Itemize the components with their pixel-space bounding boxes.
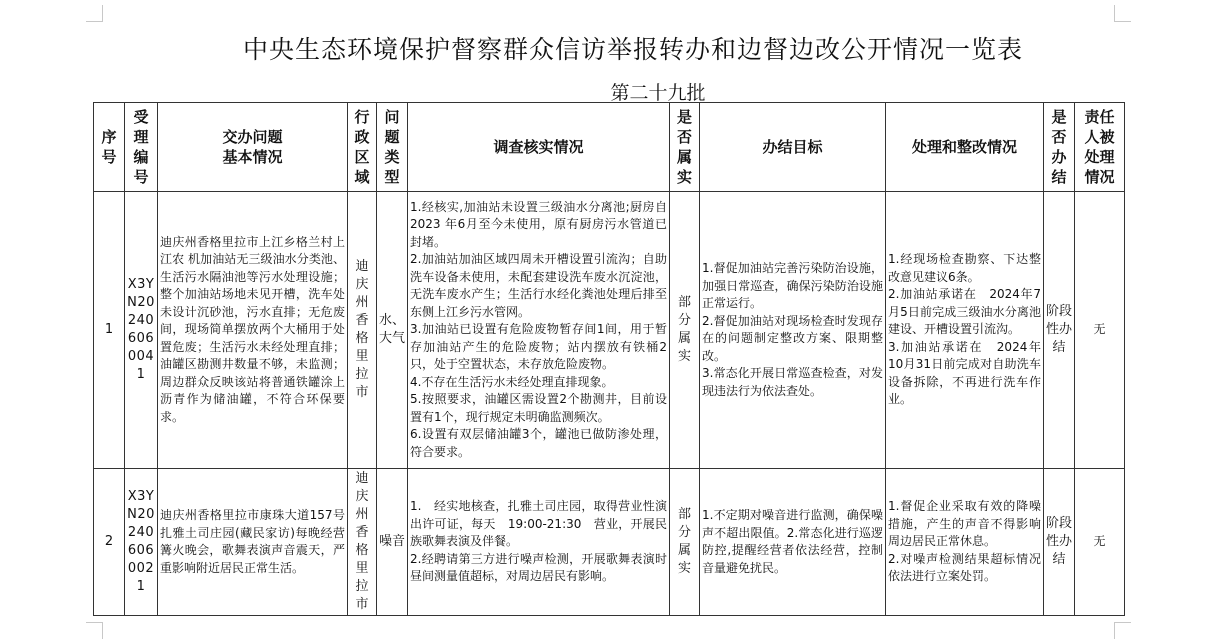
goal-item: 2.督促加油站对现场检查时发现存在的问题制定整改方案、限期整改。 <box>702 313 884 363</box>
page-corner-mark <box>1114 622 1131 639</box>
cell-case-id: X3YN202406060021 <box>125 469 158 616</box>
handling-item: 1.督促企业采取有效的降噪措施，产生的声音不得影响周边居民正常休息。 <box>888 499 1042 549</box>
cell-issue: 迪庆州香格里拉市上江乡格兰村上江农 机加油站无三级油水分类池、生活污水隔油池等污水处理设施；整个加油站场地未见开槽，洗车处未设计沉砂池，污水直排；无危废间，现场简单摆放两个大桶用于处置危废；生活污水未经处理直排；油罐区勘测井数量不够，未监测；周边群众反映该站将普通铁罐涂上沥青作为储油罐，不符合环保要求。 <box>158 192 348 469</box>
page-corner-mark <box>86 622 103 639</box>
investigation-item: 4.不存在生活污水未经处理直排现象。 <box>410 374 614 389</box>
table-header-row <box>94 103 1125 192</box>
handling-item: 3.加油站承诺在 2024年10月31日前完成对自助洗车设备拆除，不再进行洗车作业。 <box>888 339 1042 407</box>
table-row <box>94 192 1125 469</box>
header-accountability: 责任人被处理情况 <box>1075 103 1125 192</box>
handling-item: 2.加油站承诺在 2024年7月5日前完成三级油水分离池建设、开槽设置引流沟。 <box>888 287 1042 337</box>
header-investigation: 调查核实情况 <box>408 103 670 192</box>
cell-accountability: 无 <box>1075 192 1125 469</box>
investigation-item: 1.经核实,加油站未设置三级油水分离池;厨房自 2023 年6月至今未使用，原有厨房污水管道已封堵。 <box>410 199 668 249</box>
cell-investigation <box>408 192 670 469</box>
cell-goal <box>700 192 886 469</box>
investigation-item: 2.加油站加油区域四周未开槽设置引流沟；自助洗车设备未使用，未配套建设洗车废水沉淀池，无洗车废水产生；生活行水经化粪池处理后排至东侧上江乡污水管网。 <box>410 252 668 319</box>
header-case-id: 受理编号 <box>125 103 158 192</box>
cell-issue: 迪庆州香格里拉市康珠大道157号扎雅土司庄园(藏民家访)每晚经营篝火晚会，歌舞表演声音震天，严重影响附近居民正常生活。 <box>158 469 348 616</box>
cell-accountability: 无 <box>1075 469 1125 616</box>
investigation-item: 6.设置有双层储油罐3个，罐池已做防渗处理，符合要求。 <box>410 427 668 459</box>
cell-closed: 阶段性办结 <box>1044 192 1075 469</box>
goal-item: 1.不定期对噪音进行监测，确保噪声不超出限值。2.常态化进行巡逻防控,提醒经营者依法经营，控制音量避免扰民。 <box>702 508 884 575</box>
cell-investigation <box>408 469 670 616</box>
cell-type: 噪音 <box>377 469 408 616</box>
cell-region: 迪庆州香格里拉市 <box>348 469 377 616</box>
cell-seq: 1 <box>94 192 125 469</box>
cell-region: 迪庆州香格里拉市 <box>348 192 377 469</box>
batch-subtitle: 第二十九批 <box>610 82 706 104</box>
header-handling: 处理和整改情况 <box>886 103 1044 192</box>
cell-case-id: X3YN202406060041 <box>125 192 158 469</box>
header-closed: 是否办结 <box>1044 103 1075 192</box>
goal-item: 1.督促加油站完善污染防治设施，加强日常巡查，确保污染防治设施正常运行。 <box>702 261 884 310</box>
header-verified: 是否属实 <box>670 103 700 192</box>
table-row <box>94 469 1125 616</box>
page-corner-mark <box>86 5 103 22</box>
cell-verified: 部分属实 <box>670 192 700 469</box>
header-goal: 办结目标 <box>700 103 886 192</box>
investigation-item: 1. 经实地核查，扎雅土司庄园，取得营业性演出许可证，每天 19:00-21:30 营业，开展民族歌舞表演及伴餐。 <box>410 499 668 549</box>
goal-item: 3.常态化开展日常巡查检查，对发现违法行为依法查处。 <box>702 366 884 398</box>
header-type: 问题类型 <box>377 103 408 192</box>
header-issue <box>158 103 348 192</box>
cell-goal <box>700 469 886 616</box>
cell-seq: 2 <box>94 469 125 616</box>
header-seq: 序号 <box>94 103 125 192</box>
investigation-item: 5.按照要求，油罐区需设置2个勘测井，目前设置有1个，现行规定未明确监测频次。 <box>410 392 668 424</box>
handling-item: 1.经现场检查勘察、下达整改意见建议6条。 <box>888 252 1042 284</box>
cell-closed: 阶段性办结 <box>1044 469 1075 616</box>
cell-type: 水、大气 <box>377 192 408 469</box>
cell-handling <box>886 192 1044 469</box>
report-table <box>93 102 1125 616</box>
cell-handling <box>886 469 1044 616</box>
document-title: 中央生态环境保护督察群众信访举报转办和边督边改公开情况一览表 <box>242 35 1023 64</box>
handling-item: 2.对噪声检测结果超标情况依法进行立案处罚。 <box>888 551 1042 584</box>
investigation-item: 2.经聘请第三方进行噪声检测，开展歌舞表演时昼间测量值超标，对周边居民有影响。 <box>410 551 668 584</box>
cell-verified: 部分属实 <box>670 469 700 616</box>
page-corner-mark <box>1114 5 1131 22</box>
investigation-item: 3.加油站已设置有危险废物暂存间1间，用于暂存加油站产生的危险废物；站内摆放有铁桶2只，处于空置状态，未存放危险废物。 <box>410 322 668 372</box>
header-issue-line2: 基本情况 <box>222 148 283 166</box>
header-region: 行政区域 <box>348 103 377 192</box>
header-issue-line1: 交办问题 <box>222 128 283 146</box>
